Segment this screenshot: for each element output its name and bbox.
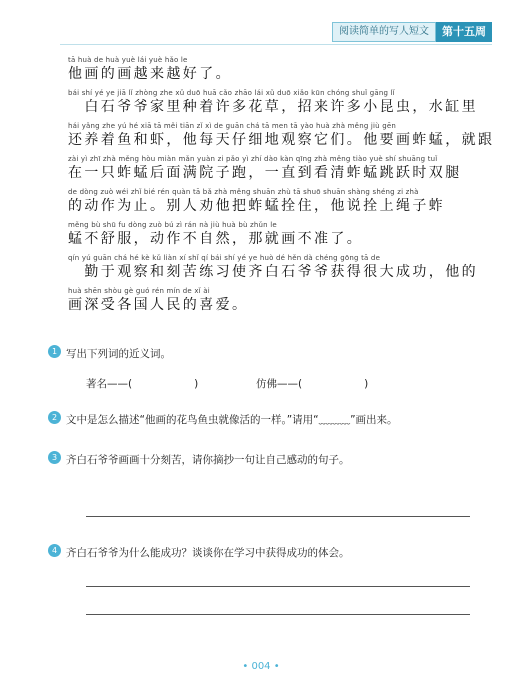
chinese-line: 蜢不舒服，动作不自然，那就画不准了。 (68, 231, 364, 247)
passage-line (68, 56, 488, 83)
passage-line (68, 89, 488, 116)
synonym-row (86, 376, 369, 391)
question-text: 文中是怎么描述“他画的花鸟鱼虫就像活的一样。”请用“﹏﹏﹏”画出来。 (66, 414, 398, 426)
pinyin-line: de dòng zuò wéi zhǐ bié rén quàn tā bǎ zhà měng shuān zhù tā shuō shuān shàng shéng zi zhà (68, 188, 419, 196)
question-number-badge: 3 (48, 451, 61, 464)
pinyin-line: huà shēn shòu gè guó rén mín de xǐ ài (68, 287, 210, 295)
header-divider (60, 44, 492, 45)
page-header (332, 22, 492, 42)
chinese-line: 他画的画越来越好了。 (68, 66, 232, 82)
answer-line[interactable] (86, 614, 470, 615)
pinyin-line: hái yǎng zhe yú hé xiā tā měi tiān zǐ xì de guān chá tā men tā yào huà zhà měng jiù gēn (68, 122, 397, 130)
synonym-word: 著名——( (86, 378, 133, 390)
chinese-line: 在一只蚱蜢后面满院子跑，一直到看清蚱蜢跳跃时双腿 (68, 165, 462, 181)
synonym-close: ) (194, 378, 199, 390)
week-label: 第十五周 (436, 22, 492, 42)
answer-line[interactable] (86, 586, 470, 587)
synonym-item-1 (86, 376, 198, 391)
page-number: • 004 • (242, 661, 280, 672)
passage-line (68, 155, 488, 182)
question-number-badge: 4 (48, 544, 61, 557)
question-number-badge: 1 (48, 345, 61, 358)
chinese-line: 的动作为止。别人劝他把蚱蜢拴住，他说拴上绳子蚱 (68, 198, 446, 214)
passage-line (68, 221, 488, 248)
synonym-close: ) (364, 378, 369, 390)
answer-line[interactable] (86, 516, 470, 517)
chinese-line: 勤于观察和刻苦练习使齐白石爷爷获得很大成功，他的 (68, 264, 478, 280)
question-3 (51, 452, 350, 467)
passage-line (68, 287, 488, 314)
chinese-line: 画深受各国人民的喜爱。 (68, 297, 249, 313)
passage-line (68, 188, 488, 215)
question-text: 写出下列词的近义词。 (66, 348, 171, 360)
pinyin-line: qín yú guān chá hé kè kǔ liàn xí shǐ qí bái shí yé ye huò dé hěn dà chéng gōng tā de (68, 254, 381, 262)
pinyin-line: bái shí yé ye jiā lǐ zhòng zhe xǔ duō huā cǎo zhāo lái xǔ duō xiǎo kūn chóng shuǐ gāng lǐ (68, 89, 395, 97)
pinyin-line: zài yì zhī zhà měng hòu miàn mǎn yuàn zi pǎo yì zhí dào kàn qīng zhà měng tiào yuè shí shuāng tuǐ (68, 155, 438, 163)
synonym-item-2 (256, 376, 368, 391)
question-text: 齐白石爷爷为什么能成功？谈谈你在学习中获得成功的体会。 (66, 547, 350, 559)
synonym-word: 仿佛——( (256, 378, 303, 390)
pinyin-line: měng bù shū fu dòng zuò bú zì rán nà jiù huà bù zhǔn le (68, 221, 277, 229)
pinyin-line: tā huà de huà yuè lái yuè hǎo le (68, 56, 188, 64)
passage-line (68, 122, 495, 149)
question-2 (51, 412, 398, 427)
reading-passage (68, 56, 495, 320)
question-text: 齐白石爷爷画画十分刻苦，请你摘抄一句让自己感动的句子。 (66, 454, 350, 466)
question-4 (51, 545, 350, 560)
passage-line (68, 254, 488, 281)
question-1 (51, 346, 171, 361)
chinese-line: 白石爷爷家里种着许多花草，招来许多小昆虫，水缸里 (68, 99, 478, 115)
section-subtitle: 阅读简单的写人短文 (332, 22, 436, 42)
question-number-badge: 2 (48, 411, 61, 424)
chinese-line: 还养着鱼和虾，他每天仔细地观察它们。他要画蚱蜢，就跟 (68, 132, 495, 148)
